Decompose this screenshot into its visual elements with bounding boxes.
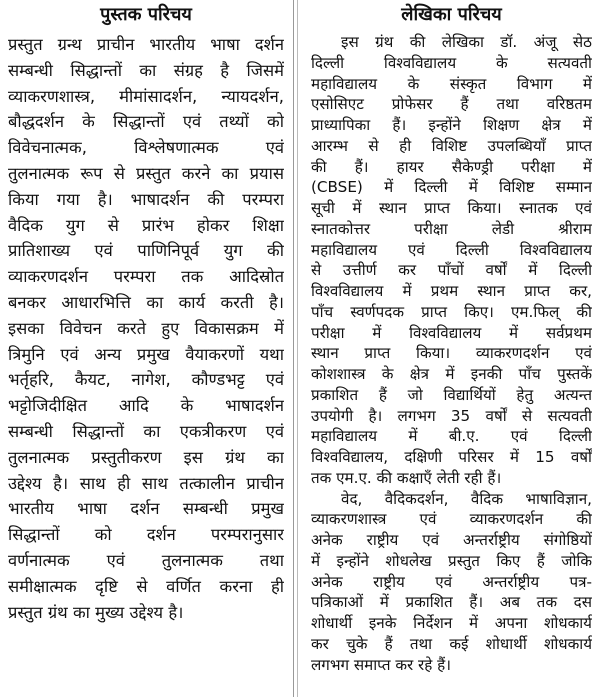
- author-introduction-heading: लेखिका परिचय: [401, 4, 502, 25]
- text-line: व्याकरणदर्शन परम्परा तक आदिस्रोत: [8, 267, 284, 287]
- text-line: महाविद्यालय में बी.ए. एवं दिल्ली: [311, 427, 592, 446]
- text-line: (CBSE) में दिल्ली में विशिष्ट सम्मान: [311, 178, 592, 197]
- book-introduction-heading: पुस्तक परिचय: [100, 4, 192, 25]
- text-line: उपयोगी है। लगभग 35 वर्षों से सत्यवती: [311, 406, 592, 425]
- text-line: दिल्ली विश्वविद्यालय के सत्यवती: [311, 53, 592, 72]
- text-line: सिद्धान्तों को दर्शन परम्परानुसार: [8, 525, 284, 545]
- text-line: विवेचनात्मक, विश्लेषणात्मक एवं: [8, 138, 284, 158]
- text-line: बौद्धदर्शन के सिद्धान्तों एवं तथ्यों को: [8, 112, 284, 132]
- text-line: सम्बन्धी सिद्धान्तों का संग्रह है जिसमें: [8, 60, 284, 80]
- text-line: विश्वविद्यालय में प्रथम स्थान प्राप्त कर,: [311, 282, 592, 300]
- text-line: तुलनात्मक प्रस्तुतीकरण इस ग्रंथ का: [8, 447, 284, 467]
- text-line: व्याकरणशास्त्र, मीमांसादर्शन, न्यायदर्शन,: [8, 86, 284, 106]
- text-line: कोशशास्त्र के क्षेत्र में इनकी पाँच पुस्तकें: [311, 365, 592, 383]
- text-line: किया गया है। भाषादर्शन की परम्परा: [8, 189, 284, 209]
- book-introduction-text: [8, 32, 284, 625]
- text-line: समीक्षात्मक दृष्टि से वर्णित करना ही: [8, 576, 284, 596]
- author-introduction-text: [311, 32, 592, 675]
- text-line: उद्देश्य है। साथ ही साथ तत्कालीन प्राचीन: [8, 473, 284, 493]
- text-line: बनकर आधारभित्ति का कार्य करती है।: [8, 292, 284, 312]
- text-line: एसोसिएट प्रोफेसर हैं तथा वरिष्ठतम: [311, 95, 592, 114]
- text-line: तुलनात्मक रूप से प्रस्तुत करने का प्रयास: [8, 163, 284, 183]
- text-line: लगभग समाप्त कर रहे हैं।: [311, 655, 451, 674]
- text-line: महाविद्यालय के संस्कृत विभाग में: [311, 74, 592, 93]
- text-line: महाविद्यालय एवं दिल्ली विश्वविद्यालय: [311, 240, 592, 259]
- text-line: भर्तृहरि, कैयट, नागेश, कौण्डभट्ट एवं: [8, 370, 284, 390]
- text-line: स्थान प्राप्त किया। व्याकरणदर्शन एवं: [311, 344, 592, 363]
- text-line: प्रस्तुत ग्रन्थ प्राचीन भारतीय भाषा दर्शन: [8, 35, 284, 54]
- text-line: भारतीय भाषा दर्शन सम्बन्धी प्रमुख: [8, 499, 284, 519]
- text-line: पाँच स्वर्णपदक प्राप्त किए। एम.फिल् की: [311, 302, 592, 321]
- text-line: सूची में स्थान प्राप्त किया। स्नातक एवं: [311, 199, 592, 217]
- text-line: त्रिमुनि एवं अन्य प्रमुख वैयाकरणों यथा: [8, 344, 284, 364]
- text-line: अनेक राष्ट्रीय एवं अन्तर्राष्ट्रीय पत्र-: [311, 572, 592, 591]
- text-line: वेद, वैदिकदर्शन, वैदिक भाषाविज्ञान,: [341, 489, 592, 508]
- text-line: इस ग्रंथ की लेखिका डॉ. अंजू सेठ: [341, 33, 592, 51]
- text-line: शोधार्थी इनके निर्देशन में अपना शोधकार्य: [311, 614, 592, 632]
- text-line: की हैं। हायर सैकेण्ड्री परीक्षा में: [311, 157, 592, 176]
- text-line: सम्बन्धी सिद्धान्तों का एकत्रीकरण एवं: [8, 421, 284, 441]
- text-line: परीक्षा में विश्वविद्यालय में सर्वप्रथम: [311, 323, 592, 342]
- text-line: प्रातिशाख्य एवं पाणिनिपूर्व युग की: [8, 241, 284, 261]
- text-line: प्रकाशित हैं जो विद्यार्थियों हेतु अत्यन्त: [311, 385, 592, 404]
- text-line: विश्वविद्यालय, दक्षिणी परिसर में 15 वर्षों: [311, 448, 592, 466]
- text-line: इसका विवेचन करते हुए विकासक्रम में: [8, 318, 284, 338]
- text-line: तक एम.ए. की कक्षाएँ लेती रही हैं।: [311, 468, 502, 487]
- text-line: प्राध्यापिका हैं। इन्होंने शिक्षण क्षेत्र में: [311, 116, 592, 134]
- text-line: व्याकरणशास्त्र एवं व्याकरणदर्शन की: [311, 510, 592, 529]
- column-divider: [293, 0, 298, 697]
- text-line: भट्टोजिदीक्षित आदि के भाषादर्शन: [8, 396, 284, 416]
- text-line: से उत्तीर्ण कर पाँचों वर्षों में दिल्ली: [311, 261, 592, 280]
- text-line: अनेक राष्ट्रीय एवं अन्तर्राष्ट्रीय संगोष्ठियों: [311, 531, 592, 549]
- text-line: में इन्होंने शोधलेख प्रस्तुत किए हैं जोकि: [311, 551, 592, 570]
- text-line: स्नातकोत्तर परीक्षा लेडी श्रीराम: [311, 219, 592, 238]
- text-line: वर्णनात्मक एवं तुलनात्मक तथा: [8, 550, 284, 570]
- text-line: कर चुके हैं तथा कई शोधार्थी शोधकार्य: [311, 634, 592, 653]
- text-line: पत्रिकाओं में प्रकाशित हैं। अब तक दस: [311, 593, 592, 612]
- text-line: वैदिक युग से प्रारंभ होकर शिक्षा: [8, 215, 284, 235]
- text-line: प्रस्तुत ग्रंथ का मुख्य उद्देश्य है।: [8, 602, 184, 622]
- text-line: आरम्भ से ही विशिष्ट उपलब्धियाँ प्राप्त: [311, 136, 592, 155]
